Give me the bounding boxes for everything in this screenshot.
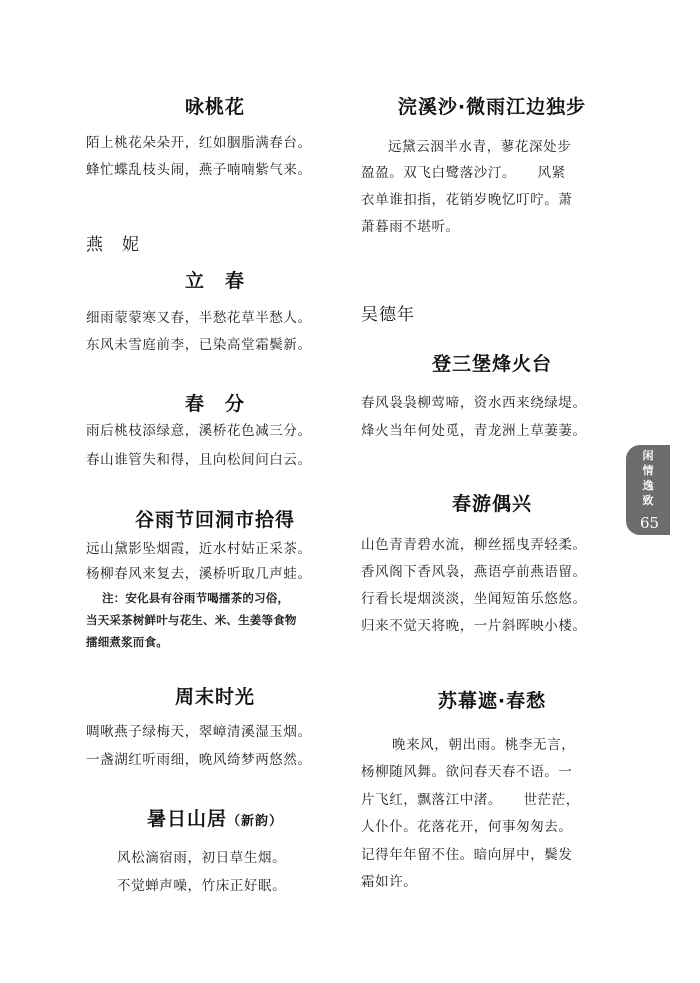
poem-title: 咏桃花 xyxy=(184,96,245,118)
poem-title: 苏幕遮·春愁 xyxy=(437,690,547,712)
poem-line: 晚来风，朝出雨。桃李无言， xyxy=(392,737,576,753)
poem-line: 行看长堤烟淡淡，坐闻短笛乐悠悠。 xyxy=(361,591,587,607)
poem-line: 远黛云洇半水青，蓼花深处步 xyxy=(388,139,572,155)
poem-title: 登三堡烽火台 xyxy=(431,353,552,375)
poem-title-text: 暑日山居 xyxy=(146,808,227,830)
poem-line: 盈盈。双飞白鹭落沙汀。 风紧 xyxy=(361,165,566,181)
poem-line: 归来不觉天将晚，一片斜晖映小楼。 xyxy=(361,618,587,634)
poem-title: 周末时光 xyxy=(174,686,255,708)
poem-line: 杨柳春风来复去，溪桥听取几声蛙。 xyxy=(86,566,312,582)
poem-title xyxy=(86,804,344,831)
poem-line: 一盏湖红听雨细，晚风绮梦两悠然。 xyxy=(86,752,312,768)
poem-note: 当天采茶树鲜叶与花生、米、生姜等食物 xyxy=(86,613,297,627)
poem-line: 萧暮雨不堪听。 xyxy=(361,219,460,235)
poem-title: 谷雨节回洞市拾得 xyxy=(134,509,295,531)
poem-line: 蜂忙蝶乱枝头闹，燕子喃喃紫气来。 xyxy=(86,162,312,178)
author-name: 吴德年 xyxy=(361,305,415,325)
poem-title: 浣溪沙·微雨江边独步 xyxy=(397,96,587,118)
poem-note: 擂细煮浆而食。 xyxy=(86,635,168,649)
poem-subtitle: （新韵） xyxy=(227,814,284,829)
poem-title: 春游偶兴 xyxy=(451,493,532,515)
poem-line: 烽火当年何处觅，青龙洲上草萋萋。 xyxy=(361,423,587,439)
poem-title: 春 分 xyxy=(184,393,245,415)
poem-line: 杨柳随风舞。欲问春天春不语。一 xyxy=(361,764,573,780)
poem-line: 霜如许。 xyxy=(361,874,418,890)
poem-line: 春山谁管失和得，且向松间问白云。 xyxy=(86,452,312,468)
poem-line: 东风未雪庭前李，已染高堂霜鬓新。 xyxy=(86,337,312,353)
poem-line: 风松滴宿雨，初日草生烟。 xyxy=(117,850,287,866)
poem-line: 细雨蒙蒙寒又春，半愁花草半愁人。 xyxy=(86,310,312,326)
poem-line: 远山黛影坠烟霞，近水村姑正采茶。 xyxy=(86,541,312,557)
poem-note: 注：安化县有谷雨节喝擂茶的习俗， xyxy=(102,591,290,605)
section-tab-label: 闲情逸致 xyxy=(642,449,654,507)
poem-line: 香风阁下香风袅，燕语亭前燕语留。 xyxy=(361,564,587,580)
poem-line: 记得年年留不住。暗向屏中，鬓发 xyxy=(361,847,573,863)
poem-line: 衣单谁扣指，花销岁晚忆叮咛。萧 xyxy=(361,192,573,208)
poem-line: 陌上桃花朵朵开，红如胭脂满春台。 xyxy=(86,135,312,151)
poem-line: 片飞红，飘落江中渚。 世茫茫， xyxy=(361,792,580,808)
poem-line: 雨后桃枝添绿意，溪桥花色减三分。 xyxy=(86,423,312,439)
author-name: 燕 妮 xyxy=(86,235,140,255)
poem-line: 人仆仆。花落花开，何事匆匆去。 xyxy=(361,819,573,835)
poem-title: 立 春 xyxy=(184,270,245,292)
poem-line: 春风袅袅柳莺啼，资水西来绕绿堤。 xyxy=(361,395,587,411)
poem-line: 山色青青碧水流，柳丝摇曳弄轻柔。 xyxy=(361,537,587,553)
page-number: 65 xyxy=(640,514,660,532)
poem-line: 啁啾燕子绿梅天，翠嶂清溪湿玉烟。 xyxy=(86,724,312,740)
poem-line: 不觉蝉声噪，竹床正好眠。 xyxy=(117,878,287,894)
